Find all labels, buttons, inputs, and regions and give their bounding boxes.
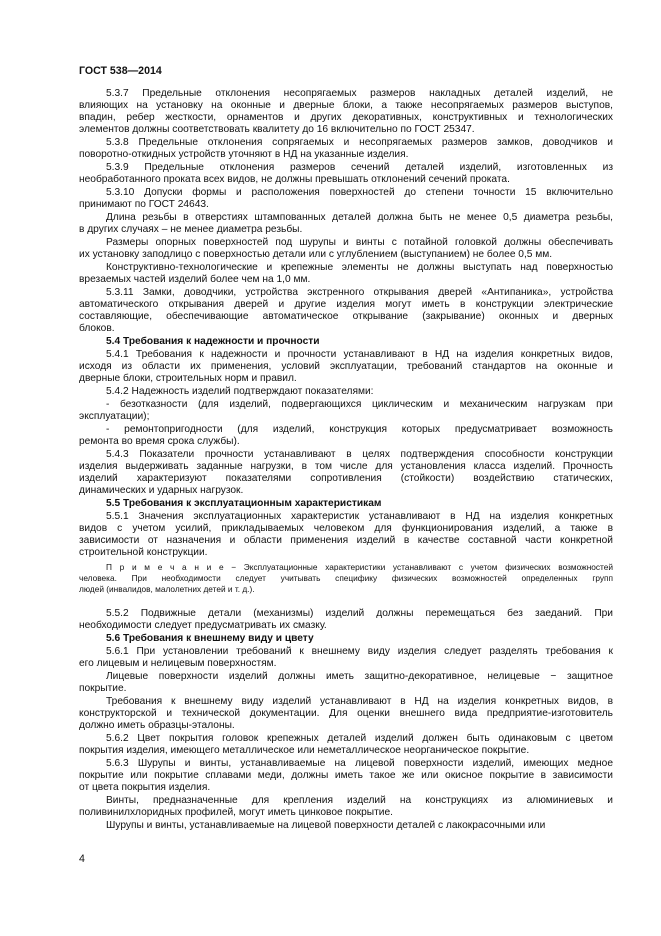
text-line: необходимости следует предусматривать их смазку. bbox=[79, 620, 327, 631]
text-line: 5.4.1 Требования к надежности и прочности устанавливают в НД на изделия конкретных видов, bbox=[106, 349, 613, 360]
text-line: дверные блоки, строительных норм и правил. bbox=[79, 373, 297, 384]
text-line: Требования к внешнему виду изделий устанавливают в НД на изделия конкретных видов, в bbox=[106, 696, 613, 707]
text-line: Длина резьбы в отверстиях штампованных деталей должна быть не менее 0,5 диаметра резьбы, bbox=[106, 212, 613, 223]
text-line: 5.3.11 Замки, доводчики, устройства экстренного открывания дверей «Антипаника», устройства bbox=[106, 287, 613, 298]
text-line: врезаемых частей изделий более чем на 1,0 мм. bbox=[79, 274, 311, 285]
text-line: поливинилхлоридных профилей, могут иметь цинковое покрытие. bbox=[79, 807, 393, 818]
text-line: видов с учетом усилий, прикладываемых человеком для функционирования изделий, а также в bbox=[79, 523, 613, 534]
text-line: - ремонтопригодности (для изделий, конструкция которых предусматривает возможность bbox=[106, 424, 613, 435]
text-line: 5.4.3 Показатели прочности устанавливают в целях подтверждения способности конструкции bbox=[106, 449, 613, 460]
text-line: 5.4.2 Надежность изделий подтверждают показателями: bbox=[106, 386, 374, 397]
text-line: эксплуатации); bbox=[79, 411, 150, 422]
section-heading: 5.6 Требования к внешнему виду и цвету bbox=[106, 633, 314, 644]
text-line: его лицевым и нелицевым поверхностям. bbox=[79, 658, 277, 669]
document-header: ГОСТ 538—2014 bbox=[79, 65, 162, 77]
text-line: Винты, предназначенные для крепления изделий на конструкциях из алюминиевых и bbox=[106, 795, 613, 806]
text-line: - безотказности (для изделий, подвергающихся циклическим и механическим нагрузкам при bbox=[106, 399, 613, 410]
text-line: ремонта во время срока службы). bbox=[79, 436, 240, 447]
text-line: 5.3.9 Предельные отклонения размеров сечений деталей изделий, изготовленных из bbox=[106, 162, 613, 173]
page-number: 4 bbox=[79, 853, 85, 865]
text-line: 5.5.2 Подвижные детали (механизмы) изделий должны перемещаться без заеданий. При bbox=[106, 608, 613, 619]
text-line: изделий характеризуют показателями сопротивления (стойкости) воздействию статических, bbox=[79, 473, 613, 484]
text-line: их установку заподлицо с поверхностью детали или с углублением (выступанием) не более 0,5 мм. bbox=[79, 249, 553, 260]
section-heading: 5.4 Требования к надежности и прочности bbox=[106, 336, 320, 347]
text-line: исходя из области их применения, условий эксплуатации, требований стандартов на оконные и bbox=[79, 361, 613, 372]
text-line: необработанного проката всех видов, не должны превышать отклонений сечений проката. bbox=[79, 174, 510, 185]
text-line: блоков. bbox=[79, 323, 115, 334]
note-line: людей (инвалидов, малолетних детей и т. д.). bbox=[79, 584, 255, 594]
text-line: от цвета покрытия изделия. bbox=[79, 782, 211, 793]
note-line: П р и м е ч а н и е − Эксплуатационные характеристики устанавливают с учетом физических возможностей bbox=[106, 562, 613, 572]
text-line: Шурупы и винты, устанавливаемые на лицевой поверхности деталей с лакокрасочными или bbox=[106, 820, 546, 831]
text-line: покрытие или покрытие сплавами меди, должны иметь такое же или окисное покрытие в зависимости bbox=[79, 770, 613, 781]
text-line: 5.3.8 Предельные отклонения сопрягаемых и несопрягаемых размеров замков, доводчиков и bbox=[106, 137, 613, 148]
text-line: 5.6.3 Шурупы и винты, устанавливаемые на лицевой поверхности изделий, имеющих медное bbox=[106, 758, 613, 769]
text-line: зависимости от назначения и области применения изделий в качестве составной части конкретной bbox=[79, 535, 613, 546]
text-line: влияющих на установку на оконные и дверные блоки, а также несопрягаемых размеров выступов, bbox=[79, 100, 613, 111]
text-line: должно иметь образцы-эталоны. bbox=[79, 720, 235, 731]
text-line: 5.3.7 Предельные отклонения несопрягаемых размеров накладных деталей изделий, не bbox=[106, 88, 613, 99]
section-heading: 5.5 Требования к эксплуатационным характеристикам bbox=[106, 498, 382, 509]
text-line: Лицевые поверхности изделий должны иметь защитно-декоративное, нелицевые − защитное bbox=[106, 671, 613, 682]
text-line: конструкторской и технической документации. Для оценки внешнего вида предприятие-изготовитель bbox=[79, 708, 613, 719]
text-line: изделия выдерживать заданные нагрузки, в том числе для установления класса изделий. Прочность bbox=[79, 461, 613, 472]
text-line: составляющие, обеспечивающие автоматическое открывание (закрывание) оконных и дверных bbox=[79, 311, 613, 322]
text-line: Конструктивно-технологические и крепежные элементы не должны выступать над поверхностью bbox=[106, 262, 613, 273]
text-line: поворотно-откидных устройств уточняют в НД на указанные изделия. bbox=[79, 149, 409, 160]
text-line: 5.3.10 Допуски формы и расположения поверхностей до степени точности 15 включительно bbox=[106, 187, 613, 198]
note-line: человека. При необходимости следует учитывать специфику физических возможностей определенных групп bbox=[79, 573, 613, 583]
text-line: в других случаях – не менее диаметра резьбы. bbox=[79, 224, 303, 235]
text-line: динамических и ударных нагрузок. bbox=[79, 485, 244, 496]
text-line: элементов должны соответствовать квалитету до 16 включительно по ГОСТ 25347. bbox=[79, 124, 475, 135]
text-line: 5.5.1 Значения эксплуатационных характеристик устанавливают в НД на изделия конкретных bbox=[106, 511, 613, 522]
text-line: принимают по ГОСТ 24643. bbox=[79, 199, 209, 210]
text-line: покрытия изделия, имеющего металлическое или неметаллическое неорганическое покрытие. bbox=[79, 745, 530, 756]
text-line: впадин, ребер жесткости, орнаментов и других декоративных, конструктивных и технологических bbox=[79, 112, 613, 123]
text-line: покрытие. bbox=[79, 683, 127, 694]
text-line: Размеры опорных поверхностей под шурупы и винты с потайной головкой должны обеспечивать bbox=[106, 237, 613, 248]
text-line: 5.6.2 Цвет покрытия головок крепежных деталей изделий должен быть одинаковым с цветом bbox=[106, 733, 613, 744]
text-line: автоматического открывания дверей и другие изделия могут иметь в конструкции электрические bbox=[79, 299, 613, 310]
text-line: 5.6.1 При установлении требований к внешнему виду изделия следует разделять требования к bbox=[106, 646, 613, 657]
text-line: строительной конструкции. bbox=[79, 547, 208, 558]
